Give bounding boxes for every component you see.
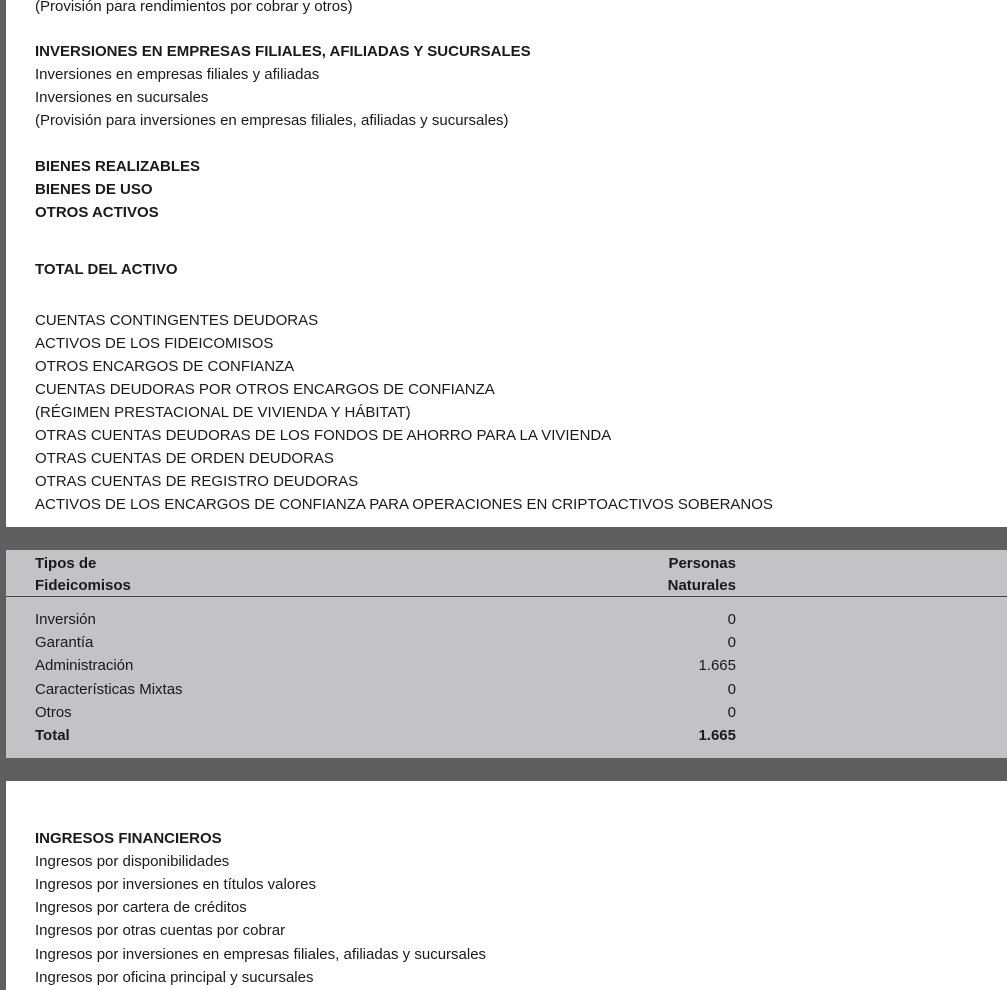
header-tipos-line1: Tipos de — [35, 555, 97, 572]
header-tipos-line2: Fideicomisos — [35, 577, 131, 594]
activos-fideicomisos-line: ACTIVOS DE LOS FIDEICOMISOS — [35, 335, 274, 352]
otros-encargos-line: OTROS ENCARGOS DE CONFIANZA — [35, 358, 295, 375]
fideicomisos-table — [6, 550, 1007, 758]
criptoactivos-line: ACTIVOS DE LOS ENCARGOS DE CONFIANZA PARA OPERACIONES EN CRIPTOACTIVOS SOBERANOS — [35, 496, 773, 513]
row-value-total: 1.665 — [698, 727, 736, 744]
fondos-ahorro-line: OTRAS CUENTAS DEUDORAS DE LOS FONDOS DE AHORRO PARA LA VIVIENDA — [35, 427, 612, 444]
row-value-otros: 0 — [727, 704, 736, 721]
ingresos-cuentas-line: Ingresos por otras cuentas por cobrar — [35, 922, 286, 939]
row-value-mixtas: 0 — [727, 681, 736, 698]
table-header-divider — [6, 596, 1007, 597]
cuentas-contingentes-line: CUENTAS CONTINGENTES DEUDORAS — [35, 312, 319, 329]
row-label-total: Total — [35, 727, 70, 744]
row-label-inversion: Inversión — [35, 611, 96, 628]
ingresos-titulos-line: Ingresos por inversiones en títulos valores — [35, 876, 316, 893]
bienes-uso-heading: BIENES DE USO — [35, 181, 153, 198]
inversiones-filiales-line: Inversiones en empresas filiales y afiliadas — [35, 66, 320, 83]
row-value-administracion: 1.665 — [698, 657, 736, 674]
inversiones-heading: INVERSIONES EN EMPRESAS FILIALES, AFILIADAS Y SUCURSALES — [35, 43, 531, 60]
ingresos-cartera-line: Ingresos por cartera de créditos — [35, 899, 247, 916]
row-value-inversion: 0 — [727, 611, 736, 628]
table-top-band — [6, 527, 1007, 550]
cuentas-registro-line: OTRAS CUENTAS DE REGISTRO DEUDORAS — [35, 473, 359, 490]
otros-activos-heading: OTROS ACTIVOS — [35, 204, 159, 221]
table-bottom-band — [6, 758, 1007, 781]
ingresos-empresas-line: Ingresos por inversiones en empresas filiales, afiliadas y sucursales — [35, 946, 487, 963]
cuentas-orden-line: OTRAS CUENTAS DE ORDEN DEUDORAS — [35, 450, 334, 467]
total-activo-heading: TOTAL DEL ACTIVO — [35, 261, 178, 278]
left-border — [0, 0, 6, 990]
ingresos-oficina-line: Ingresos por oficina principal y sucursales — [35, 969, 314, 986]
provision-inversiones-line: (Provisión para inversiones en empresas filiales, afiliadas y sucursales) — [35, 112, 509, 129]
inversiones-sucursales-line: Inversiones en sucursales — [35, 89, 209, 106]
header-personas-line1: Personas — [668, 555, 736, 572]
regimen-prestacional-line: (RÉGIMEN PRESTACIONAL DE VIVIENDA Y HÁBITAT) — [35, 404, 411, 421]
row-label-otros: Otros — [35, 704, 72, 721]
cuentas-deudoras-encargos-line: CUENTAS DEUDORAS POR OTROS ENCARGOS DE CONFIANZA — [35, 381, 495, 398]
ingresos-disponibilidades-line: Ingresos por disponibilidades — [35, 853, 230, 870]
header-personas-line2: Naturales — [667, 577, 736, 594]
row-label-mixtas: Características Mixtas — [35, 681, 183, 698]
row-value-garantia: 0 — [727, 634, 736, 651]
row-label-administracion: Administración — [35, 657, 134, 674]
row-label-garantia: Garantía — [35, 634, 94, 651]
ingresos-financieros-heading: INGRESOS FINANCIEROS — [35, 830, 222, 847]
bienes-realizables-heading: BIENES REALIZABLES — [35, 158, 201, 175]
provision-rendimientos-line: (Provisión para rendimientos por cobrar y otros) — [35, 0, 353, 15]
